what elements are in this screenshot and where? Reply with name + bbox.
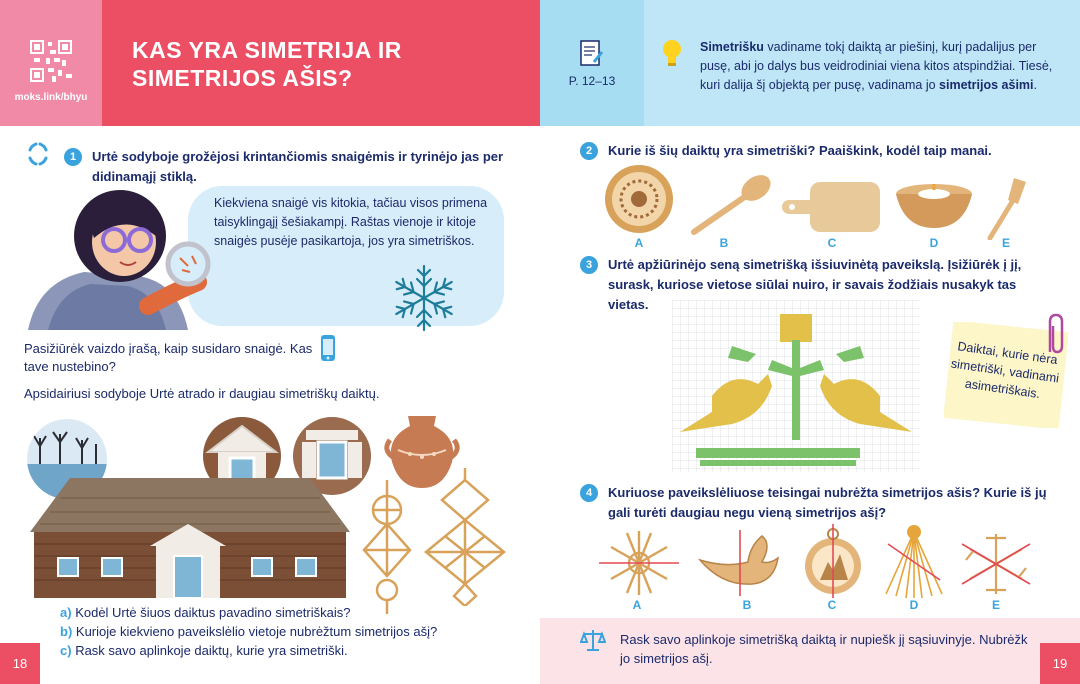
speech-bubble-text: Kiekviena snaigė vis kitokia, tačiau visos primena taisyklingąjį šešiakampį. Raštas vienoje ir kitoje snaigės pusėje pasikartoja, jos yra simetriškos. <box>214 196 488 248</box>
straw-angel-with-axis <box>882 522 946 602</box>
page-number-right: 19 <box>1040 643 1080 684</box>
exercise-4-text: Kuriuose paveikslėliuose teisingai nubrėžta simetrijos ašis? Kurie iš jų gali turėti daugiau negu vieną simetrijos ašį? <box>608 485 1047 520</box>
subquestion-c: c) Rask savo aplinkoje daiktų, kurie yra simetriški. <box>60 643 348 658</box>
workbook-icon <box>580 40 604 68</box>
ex2-label-c: C <box>827 236 837 250</box>
exercise-2-text: Kurie iš šių daiktų yra simetriški? Paaiškink, kodėl taip manai. <box>608 143 992 158</box>
spatula-illustration <box>984 176 1028 240</box>
homestead-house-illustration <box>30 472 350 600</box>
straw-bird-with-axis <box>692 528 788 598</box>
balance-scale-icon <box>580 628 606 652</box>
straw-star-with-axis <box>598 524 680 602</box>
page-title: KAS YRA SIMETRIJA IR SIMETRIJOS AŠIS? <box>132 37 402 91</box>
exercise-3-text: Urtė apžiūrinėjo seną simetrišką išsiuvinėtą paveikslą. Įsižiūrėk į jį, surask, kuriose vietose siūlai nuiro, ir savais žodžiais nusakyk tas vietas. <box>608 257 1022 312</box>
video-prompt: Pasižiūrėk vaizdo įrašą, kaip susidaro snaigė. Kas tave nustebino? <box>24 341 313 374</box>
wooden-ornament-with-axis <box>800 522 866 600</box>
ex2-label-a: A <box>634 236 644 250</box>
ex2-label-e: E <box>1001 236 1010 250</box>
found-items-text: Apsidairiusi sodyboje Urtė atrado ir daugiau simetriškų daiktų. <box>24 386 380 401</box>
paperclip-icon <box>1044 312 1066 358</box>
ex4-label-c: C <box>827 598 837 612</box>
subquestions-list <box>60 603 520 660</box>
reference-pages: P. 12–13 <box>568 74 616 88</box>
ex2-label-b: B <box>719 236 729 250</box>
ex4-label-a: A <box>632 598 642 612</box>
girl-with-magnifier-illustration <box>28 186 228 330</box>
wooden-spoon-illustration <box>688 172 774 238</box>
task-text: Rask savo aplinkoje simetrišką daiktą ir nupiešk jį sąsiuvinyje. Nubrėžk jo simetrijos ašį. <box>620 632 1028 666</box>
phone-icon[interactable] <box>320 334 336 362</box>
straw-ornament-1 <box>356 476 418 616</box>
page-number-left: 18 <box>0 643 40 684</box>
discussion-icon <box>24 140 52 168</box>
exercise-2-number: 2 <box>580 142 598 160</box>
exercise-3-number: 3 <box>580 256 598 274</box>
exercise-1-text: Urtė sodyboje grožėjosi krintančiomis snaigėmis ir tyrinėjo jas per didinamąjį stiklą. <box>92 149 504 184</box>
lightbulb-icon <box>660 38 684 68</box>
candle-bowl-illustration <box>894 182 974 232</box>
ex4-label-d: D <box>909 598 919 612</box>
subquestion-a: a) Kodėl Urtė šiuos daiktus pavadino simetriškais? <box>60 605 351 620</box>
qr-link-text[interactable]: moks.link/bhyu <box>14 92 88 103</box>
ex4-label-e: E <box>991 598 1000 612</box>
decorated-plate-illustration <box>604 164 674 234</box>
sticky-note-text: Daiktai, kurie nėra simetriški, vadinami asimetriškais. <box>950 339 1060 402</box>
cutting-board-illustration <box>780 178 884 234</box>
exercise-1-number: 1 <box>64 148 82 166</box>
exercise-4-number: 4 <box>580 484 598 502</box>
cross-stitch-embroidery <box>672 300 920 472</box>
ex2-label-d: D <box>929 236 939 250</box>
snowflake-icon <box>388 262 460 334</box>
straw-ornament-2 <box>420 466 510 606</box>
qr-code-icon[interactable] <box>30 40 72 82</box>
ex4-label-b: B <box>742 598 752 612</box>
definition-text: Simetrišku vadiname tokį daiktą ar piešinį, kurį padalijus per pusę, abi jo dalys bus veidrodiniai viena kitos atspindžiai. Tiesė, kuri dalija šį objektą per pusę, vadinama jo simetrijos ašimi. <box>700 40 1053 92</box>
straw-snowflake-with-axes <box>960 528 1032 600</box>
subquestion-b: b) Kurioje kiekvieno paveikslėlio vietoje nubrėžtum simetrijos ašį? <box>60 624 438 639</box>
